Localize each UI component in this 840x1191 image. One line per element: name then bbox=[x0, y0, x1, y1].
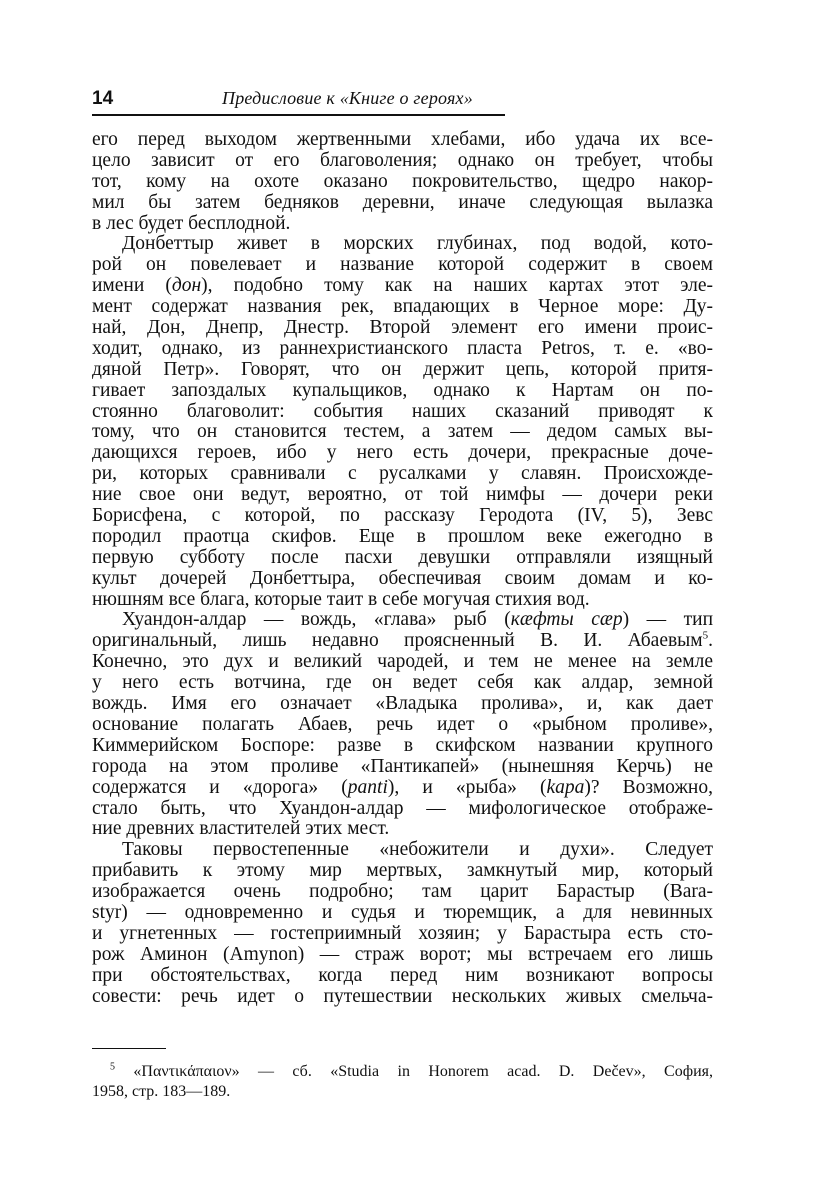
text-run: мил бы затем бедняков деревни, иначе следующая вылазка bbox=[92, 191, 713, 213]
text-line bbox=[92, 652, 713, 673]
text-line bbox=[92, 297, 713, 318]
text-line bbox=[92, 506, 713, 527]
text-run: . bbox=[708, 630, 713, 652]
text-line bbox=[92, 736, 713, 757]
footnote bbox=[92, 1062, 713, 1102]
text-run: )? Возможно, bbox=[584, 776, 713, 798]
text-line bbox=[92, 443, 713, 464]
text-line bbox=[92, 151, 713, 172]
running-header bbox=[92, 86, 505, 116]
footnote-marker: 5 bbox=[110, 1061, 115, 1073]
text-run: у него есть вотчина, где он ведет себя как алдар, земной bbox=[92, 672, 713, 694]
text-line bbox=[92, 966, 713, 987]
text-line bbox=[92, 234, 713, 255]
text-line bbox=[92, 590, 713, 611]
text-line bbox=[92, 694, 713, 715]
text-line bbox=[92, 381, 713, 402]
text-run: его перед выходом жертвенными хлебами, ибо удача их все- bbox=[92, 129, 713, 150]
text-run: тому, что он становится тестем, а затем — дедом самых вы- bbox=[92, 421, 713, 443]
text-run: ние свое они ведут, вероятно, от той нимфы — дочери реки bbox=[92, 484, 713, 506]
text-line bbox=[92, 840, 713, 861]
text-line bbox=[92, 130, 713, 151]
text-line bbox=[92, 276, 713, 297]
text-run: Донбеттыр живет в морских глубинах, под водой, кото- bbox=[122, 233, 713, 255]
text-run: рож Аминон (Amynon) — страж ворот; мы встречаем его лишь bbox=[92, 943, 713, 965]
text-run: города на этом проливе «Пантикапей» (нынешняя Керчь) не bbox=[92, 755, 713, 777]
italic-term: kapa bbox=[546, 776, 585, 798]
text-run: в лес будет бесплодной. bbox=[92, 212, 291, 234]
text-run: стоянно благоволит: события наших сказаний приводят к bbox=[92, 400, 713, 422]
text-line bbox=[92, 903, 713, 924]
text-line bbox=[92, 861, 713, 882]
text-line bbox=[92, 318, 713, 339]
text-run: ходит, однако, из раннехристианского пласта Petros, т. е. «во- bbox=[92, 337, 713, 359]
text-run: мент содержат названия рек, впадающих в Черное море: Ду- bbox=[92, 296, 713, 318]
body-text bbox=[92, 130, 713, 1007]
text-line bbox=[92, 799, 713, 820]
italic-term: кæфты сæр bbox=[510, 609, 623, 631]
text-line bbox=[92, 193, 713, 214]
text-run: оригинальный, лишь недавно проясненный В. И. Абаевым bbox=[92, 630, 703, 652]
text-line bbox=[92, 987, 713, 1008]
text-line bbox=[92, 778, 713, 799]
text-run: дяной Петр». Говорят, что он держит цепь, которой притя- bbox=[92, 358, 713, 380]
footnote-divider bbox=[92, 1048, 166, 1049]
text-run: Конечно, это дух и великий чародей, и тем не менее на земле bbox=[92, 651, 713, 673]
text-line bbox=[92, 172, 713, 193]
text-run: культ дочерей Донбеттыра, обеспечивая своим домам и ко- bbox=[92, 567, 713, 589]
text-line bbox=[92, 360, 713, 381]
text-run: Борисфена, с которой, по рассказу Геродота (IV, 5), Зевс bbox=[92, 505, 713, 527]
text-run: прибавить к этому мир мертвых, замкнутый мир, который bbox=[92, 860, 713, 882]
text-line bbox=[92, 631, 713, 652]
text-run: styr) — одновременно и судья и тюремщик, а для невинных bbox=[92, 901, 713, 923]
running-title: Предисловие к «Книге о героях» bbox=[222, 88, 473, 108]
text-run: ), подобно тому как на наших картах этот эле- bbox=[201, 275, 713, 297]
page-number: 14 bbox=[92, 88, 114, 109]
text-run: Таковы первостепенные «небожители и духи». Следует bbox=[122, 839, 713, 861]
footnote-line bbox=[92, 1062, 713, 1082]
text-run: изображается очень подробно; там царит Барастыр (Bara- bbox=[92, 881, 713, 903]
text-run: нюшням все блага, которые таит в себе могучая стихия вод. bbox=[92, 588, 590, 610]
text-run: ри, которых сравнивали с русалками у славян. Происхожде- bbox=[92, 463, 713, 485]
text-run: дающихся героев, ибо у него есть дочери, прекрасные доче- bbox=[92, 442, 713, 464]
text-run: первую субботу после пасхи девушки отправляли изящный bbox=[92, 546, 713, 568]
text-run: при обстоятельствах, когда перед ним возникают вопросы bbox=[92, 964, 713, 986]
text-line bbox=[92, 673, 713, 694]
text-run: ) — тип bbox=[622, 609, 714, 631]
text-run: ние древних властителей этих мест. bbox=[92, 818, 390, 840]
text-line bbox=[92, 548, 713, 569]
text-line bbox=[92, 610, 713, 631]
text-line bbox=[92, 214, 713, 235]
text-run: най, Дон, Днепр, Днестр. Второй элемент его имени проис- bbox=[92, 317, 713, 339]
text-run: и угнетенных — гостеприимный хозяин; у Барастыра есть сто- bbox=[92, 922, 713, 944]
text-line bbox=[92, 715, 713, 736]
text-run: стало быть, что Хуандон-алдар — мифологическое отображе- bbox=[92, 797, 713, 819]
text-run: породил праотца скифов. Еще в прошлом веке ежегодно в bbox=[92, 525, 713, 547]
text-line bbox=[92, 485, 713, 506]
text-run: Хуандон-алдар — вождь, «глава» рыб ( bbox=[122, 609, 511, 631]
footnote-text: «Παντικάπαιον» — сб. «Studia in Honorem acad. D. Dečev», София, bbox=[133, 1063, 713, 1080]
text-line bbox=[92, 569, 713, 590]
text-run: имени ( bbox=[92, 275, 172, 297]
text-run: рой он повелевает и название которой содержит в своем bbox=[92, 254, 713, 276]
text-run: тот, кому на охоте оказано покровительство, щедро накор- bbox=[92, 170, 713, 192]
text-line bbox=[92, 945, 713, 966]
text-run: совести: речь идет о путешествии нескольких живых смельча- bbox=[92, 985, 713, 1007]
italic-term: дон bbox=[171, 275, 202, 297]
text-line bbox=[92, 422, 713, 443]
text-run: ), и «рыба» ( bbox=[387, 776, 547, 798]
text-line bbox=[92, 757, 713, 778]
text-run: вождь. Имя его означает «Владыка пролива», и, как дает bbox=[92, 693, 713, 715]
footnote-reference: 5 bbox=[702, 629, 709, 642]
text-run: гивает запоздалых купальщиков, однако к Нартам он по- bbox=[92, 379, 713, 401]
text-line bbox=[92, 339, 713, 360]
text-run: содержатся и «дорога» ( bbox=[92, 776, 348, 798]
footnote-line: 1958, стр. 183—189. bbox=[92, 1083, 231, 1100]
text-line bbox=[92, 819, 713, 840]
italic-term: panti bbox=[347, 776, 388, 798]
text-run: цело зависит от его благоволения; однако он требует, чтобы bbox=[92, 149, 713, 171]
text-line bbox=[92, 924, 713, 945]
text-line bbox=[92, 882, 713, 903]
text-run: основание полагать Абаев, речь идет о «рыбном проливе», bbox=[92, 713, 713, 735]
text-run: Киммерийском Боспоре: разве в скифском названии крупного bbox=[92, 734, 713, 756]
text-line bbox=[92, 464, 713, 485]
text-line bbox=[92, 527, 713, 548]
text-line bbox=[92, 255, 713, 276]
text-line bbox=[92, 402, 713, 423]
